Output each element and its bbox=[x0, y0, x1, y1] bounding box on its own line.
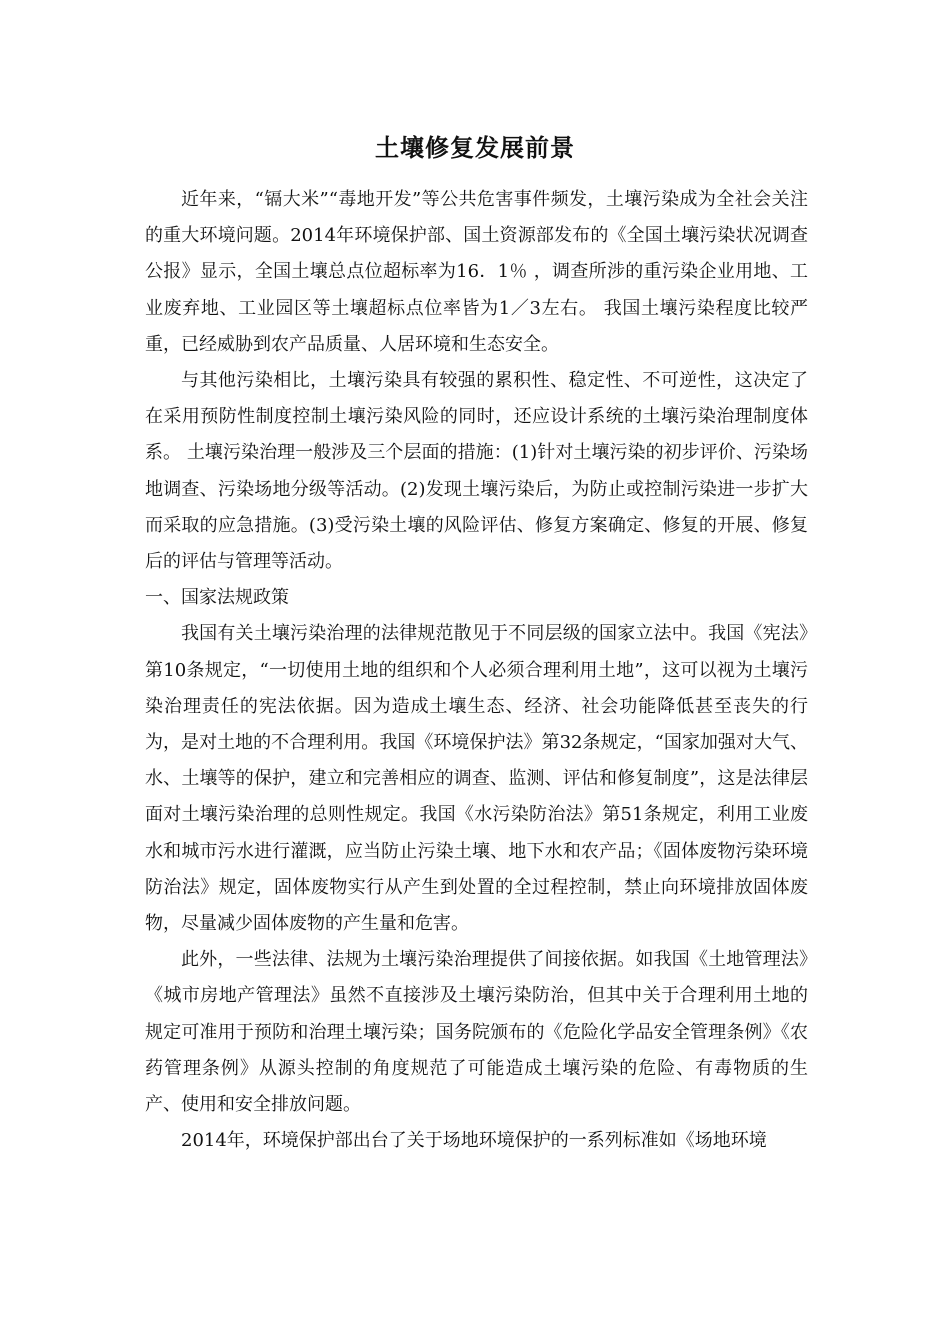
section-heading: 一、国家法规政策 bbox=[145, 587, 289, 609]
paragraph-measures: 与其他污染相比，土壤污染具有较强的累积性、稳定性、不可逆性，这决定了在采用预防性制度控制土壤污染风险的同时，还应设计系统的土壤污染治理制度体系。 土壤污染治理一般涉及三个层面的措施：(1)针对土壤污染的初步评价、污染场地调查、污染场地分级等活动。(2)发现土壤污染后，为防止或控制污染进一步扩大而采取的应急措施。(3)受污染土壤的风险评估、修复方案确定、修复的开展、修复后的评估与管理等活动。 bbox=[145, 370, 808, 573]
paragraph-2014-standards: 2014年，环境保护部出台了关于场地环境保护的一系列标准如《场地环境 bbox=[181, 1130, 767, 1152]
document-body bbox=[145, 182, 808, 1159]
page-title: 土壤修复发展前景 bbox=[375, 134, 575, 162]
paragraph-indirect-basis: 此外，一些法律、法规为土壤污染治理提供了间接依据。如我国《土地管理法》《城市房地产管理法》虽然不直接涉及土壤污染防治，但其中关于合理利用土地的规定可准用于预防和治理土壤污染；国务院颁布的《危险化学品安全管理条例》《农药管理条例》从源头控制的角度规范了可能造成土壤污染的危险、有毒物质的生产、使用和安全排放问题。 bbox=[145, 949, 808, 1116]
paragraph-intro: 近年来，“镉大米”“毒地开发”等公共危害事件频发，土壤污染成为全社会关注的重大环境问题。2014年环境保护部、国土资源部发布的《全国土壤污染状况调查公报》显示，全国土壤总点位超标率为16．1％ ，调查所涉的重污染企业用地、工业废弃地、工业园区等土壤超标点位率皆为1／3左右。 我国土壤污染程度比较严重，已经威胁到农产品质量、人居环境和生态安全。 bbox=[145, 189, 808, 355]
paragraph-laws: 我国有关土壤污染治理的法律规范散见于不同层级的国家立法中。我国《宪法》第10条规定，“一切使用土地的组织和个人必须合理利用土地”，这可以视为土壤污染治理责任的宪法依据。因为造成土壤生态、经济、社会功能降低甚至丧失的行为，是对土地的不合理利用。我国《环境保护法》第32条规定，“国家加强对大气、水、土壤等的保护，建立和完善相应的调查、监测、评估和修复制度”，这是法律层面对土壤污染治理的总则性规定。我国《水污染防治法》第51条规定，利用工业废水和城市污水进行灌溉，应当防止污染土壤、地下水和农产品；《固体废物污染环境防治法》规定，固体废物实行从产生到处置的全过程控制，禁止向环境排放固体废物，尽量减少固体废物的产生量和危害。 bbox=[145, 623, 808, 935]
